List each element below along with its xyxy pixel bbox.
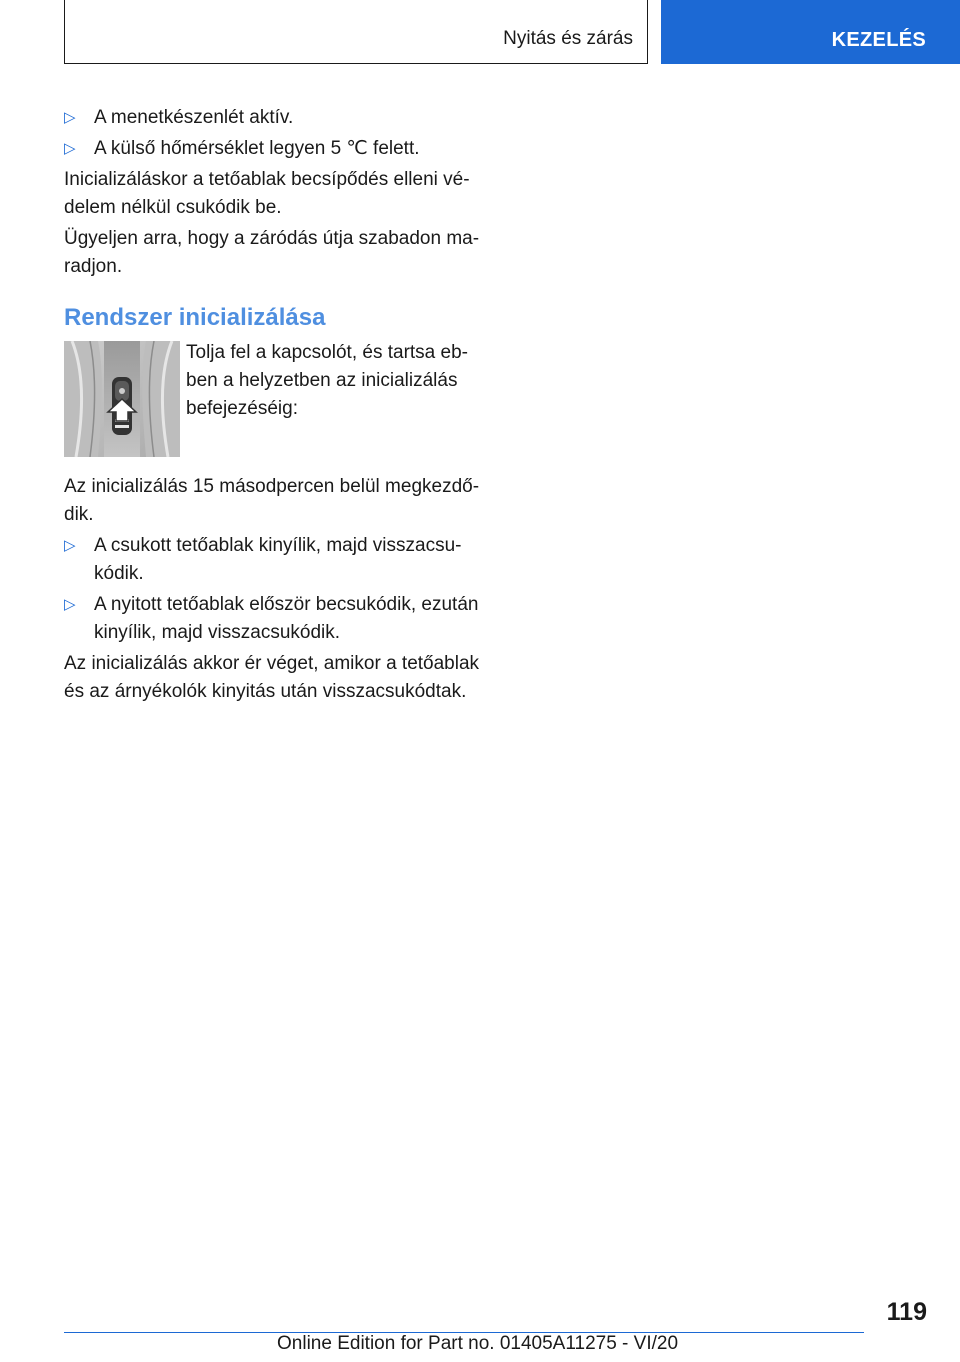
roof-switch-illustration xyxy=(64,341,180,457)
list-item: ▷ A menetkészenlét aktív. xyxy=(64,104,484,132)
header-section-box xyxy=(64,0,648,64)
paragraph: Az inicializálás akkor ér véget, amikor a tetőablak és az árnyékolók kinyitás után visszacsukódtak. xyxy=(64,653,480,702)
list-item: ▷ A nyitott tetőablak először becsukódik, ezután kinyílik, majd visszacsukódik. xyxy=(64,591,484,647)
triangle-bullet-icon: ▷ xyxy=(64,109,76,126)
triangle-bullet-icon: ▷ xyxy=(64,537,76,554)
paragraph: Az inicializálás 15 másodpercen belül megkezdődik. xyxy=(64,476,480,525)
paragraph: Inicializáláskor a tetőablak becsípődés elleni védelem nélkül csukódik be. xyxy=(64,169,470,218)
list-item: ▷ A csukott tetőablak kinyílik, majd visszacsukódik. xyxy=(64,532,484,588)
triangle-bullet-icon: ▷ xyxy=(64,140,76,157)
triangle-bullet-icon: ▷ xyxy=(64,596,76,613)
section-title: Nyitás és zárás xyxy=(503,28,633,49)
main-content xyxy=(64,104,484,709)
list-item: ▷ A külső hőmérséklet legyen 5 ℃ felett. xyxy=(64,135,484,163)
edition-footer: Online Edition for Part no. 01405A11275 - VI/20 xyxy=(277,1333,679,1354)
chapter-title: KEZELÉS xyxy=(831,29,926,51)
header-chapter-tab xyxy=(661,0,960,64)
figure-caption: Tolja fel a kapcsolót, és tartsa ebben a helyzetben az inicializálás befejezéséig: xyxy=(186,342,468,419)
page-number: 119 xyxy=(886,1298,927,1326)
section-heading: Rendszer inicializálása xyxy=(64,304,326,331)
paragraph: Ügyeljen arra, hogy a záródás útja szabadon maradjon. xyxy=(64,228,480,277)
figure-row xyxy=(64,339,484,463)
